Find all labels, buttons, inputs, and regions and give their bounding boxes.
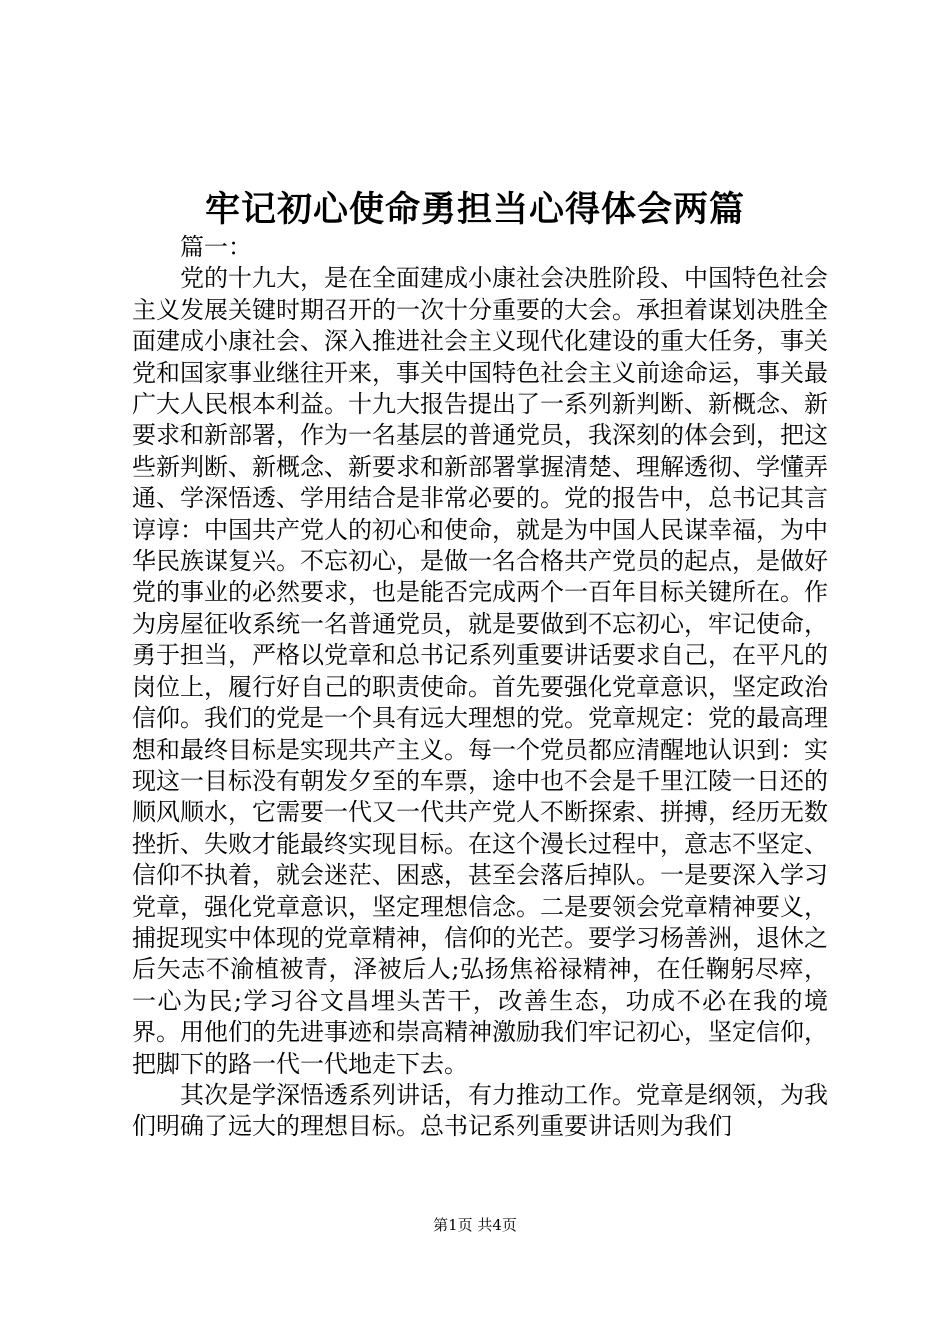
- paragraph-2: 其次是学深悟透系列讲话，有力推动工作。党章是纲领，为我们明确了远大的理想目标。总书记系列重要讲话则为我们: [132, 1080, 828, 1141]
- document-body: [132, 232, 828, 1143]
- paragraph-1: 党的十九大，是在全面建成小康社会决胜阶段、中国特色社会主义发展关键时期召开的一次十分重要的大会。承担着谋划决胜全面建成小康社会、深入推进社会主义现代化建设的重大任务，事关党和国家事业继往开来，事关中国特色社会主义前途命运，事关最广大人民根本利益。十九大报告提出了一系列新判断、新概念、新要求和新部署，作为一名基层的普通党员，我深刻的体会到，把这些新判断、新概念、新要求和新部署掌握清楚、理解透彻、学懂弄通、学深悟透、学用结合是非常必要的。党的报告中，总书记其言谆谆：中国共产党人的初心和使命，就是为中国人民谋幸福，为中华民族谋复兴。不忘初心，是做一名合格共产党员的起点，是做好党的事业的必然要求，也是能否完成两个一百年目标关键所在。作为房屋征收系统一名普通党员，就是要做到不忘初心，牢记使命，勇于担当，严格以党章和总书记系列重要讲话要求自己，在平凡的岗位上，履行好自己的职责使命。首先要强化党章意识，坚定政治信仰。我们的党是一个具有远大理想的党。党章规定：党的最高理想和最终目标是实现共产主义。每一个党员都应清醒地认识到：实现这一目标没有朝发夕至的车票，途中也不会是千里江陵一日还的顺风顺水，它需要一代又一代共产党人不断探索、拼搏，经历无数挫折、失败才能最终实现目标。在这个漫长过程中，意志不坚定、信仰不执着，就会迷茫、困惑，甚至会落后掉队。一是要深入学习党章，强化党章意识，坚定理想信念。二是要领会党章精神要义，捕捉现实中体现的党章精神，信仰的光芒。要学习杨善洲，退休之后矢志不渝植被青，泽被后人;弘扬焦裕禄精神，在任鞠躬尽瘁，一心为民;学习谷文昌埋头苦干，改善生态，功成不必在我的境界。用他们的先进事迹和崇高精神激励我们牢记初心，坚定信仰，把脚下的路一代一代地走下去。: [132, 264, 828, 1078]
- section-label: 篇一：: [180, 233, 252, 261]
- page-footer: 第1页 共4页: [433, 1216, 517, 1234]
- document-title: 牢记初心使命勇担当心得体会两篇: [204, 189, 745, 230]
